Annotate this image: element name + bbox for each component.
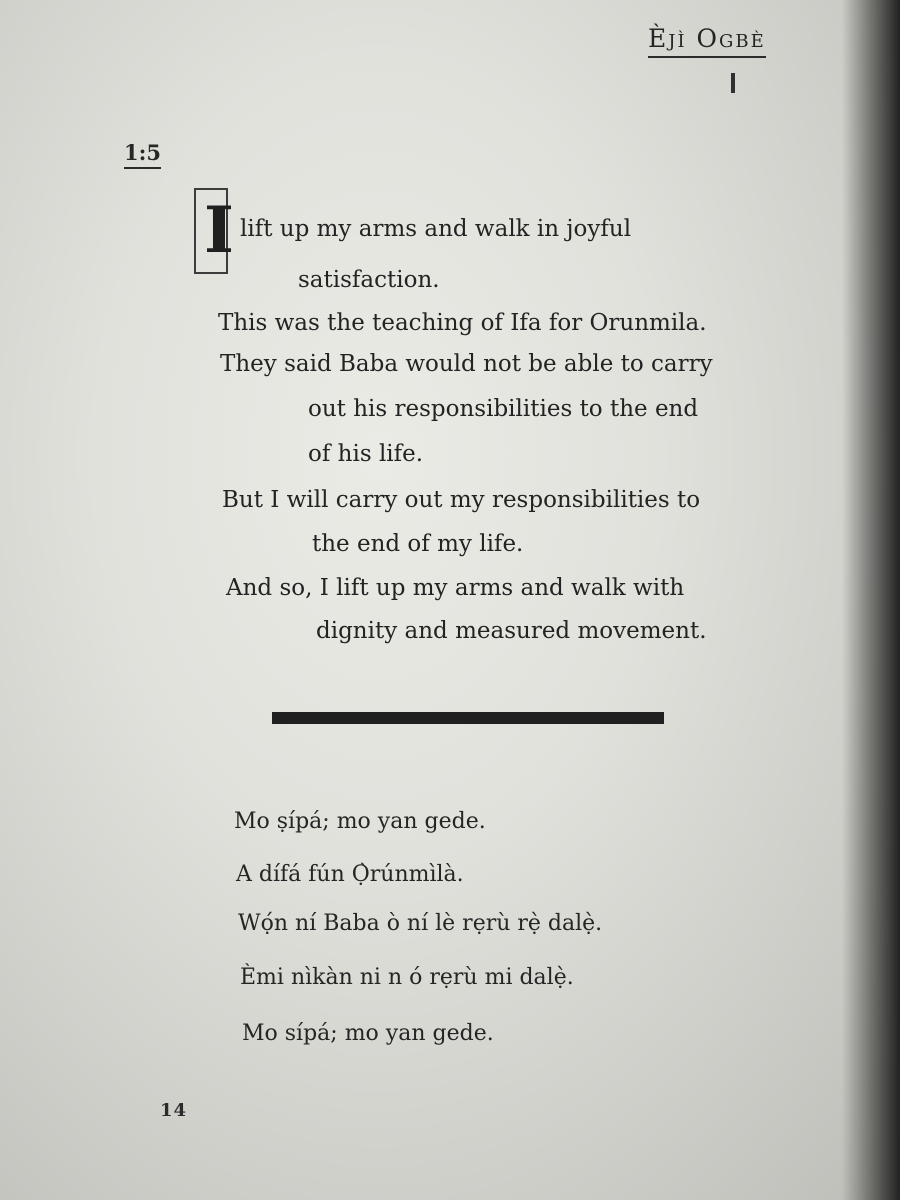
english-line-2: satisfaction.: [298, 267, 440, 293]
english-line-5: out his responsibilities to the end: [308, 396, 699, 422]
english-line-10: dignity and measured movement.: [316, 618, 707, 644]
english-line-9: And so, I lift up my arms and walk with: [226, 575, 685, 601]
page-edge-shadow: [842, 0, 900, 1200]
yoruba-line-3: Wọ́n ní Baba ò ní lè rẹrù rẹ̀ dalẹ̀.: [238, 911, 603, 936]
verse-number: 1:5: [124, 140, 161, 169]
drop-cap-box: [194, 188, 234, 274]
yoruba-line-5: Mo sípá; mo yan gede.: [242, 1021, 494, 1046]
yoruba-line-2: A dífá fún Ọ̀rúnmìlà.: [236, 862, 464, 887]
english-line-6: of his life.: [308, 441, 424, 467]
odu-mark-icon: [731, 73, 735, 93]
english-line-7: But I will carry out my responsibilities to: [222, 487, 701, 513]
english-line-8: the end of my life.: [312, 531, 524, 557]
page-number: 14: [160, 1100, 188, 1121]
english-line-3: This was the teaching of Ifa for Orunmila.: [218, 310, 707, 336]
chapter-title: Èjì Ogbè: [648, 24, 766, 58]
yoruba-line-4: Èmi nìkàn ni n ó rẹrù mi dalẹ̀.: [240, 965, 574, 990]
drop-cap-letter: I: [204, 193, 234, 268]
section-divider: [272, 712, 664, 724]
yoruba-line-1: Mo ṣípá; mo yan gede.: [234, 809, 486, 834]
english-line-1: lift up my arms and walk in joyful: [240, 216, 632, 242]
english-line-4: They said Baba would not be able to carry: [220, 351, 713, 377]
